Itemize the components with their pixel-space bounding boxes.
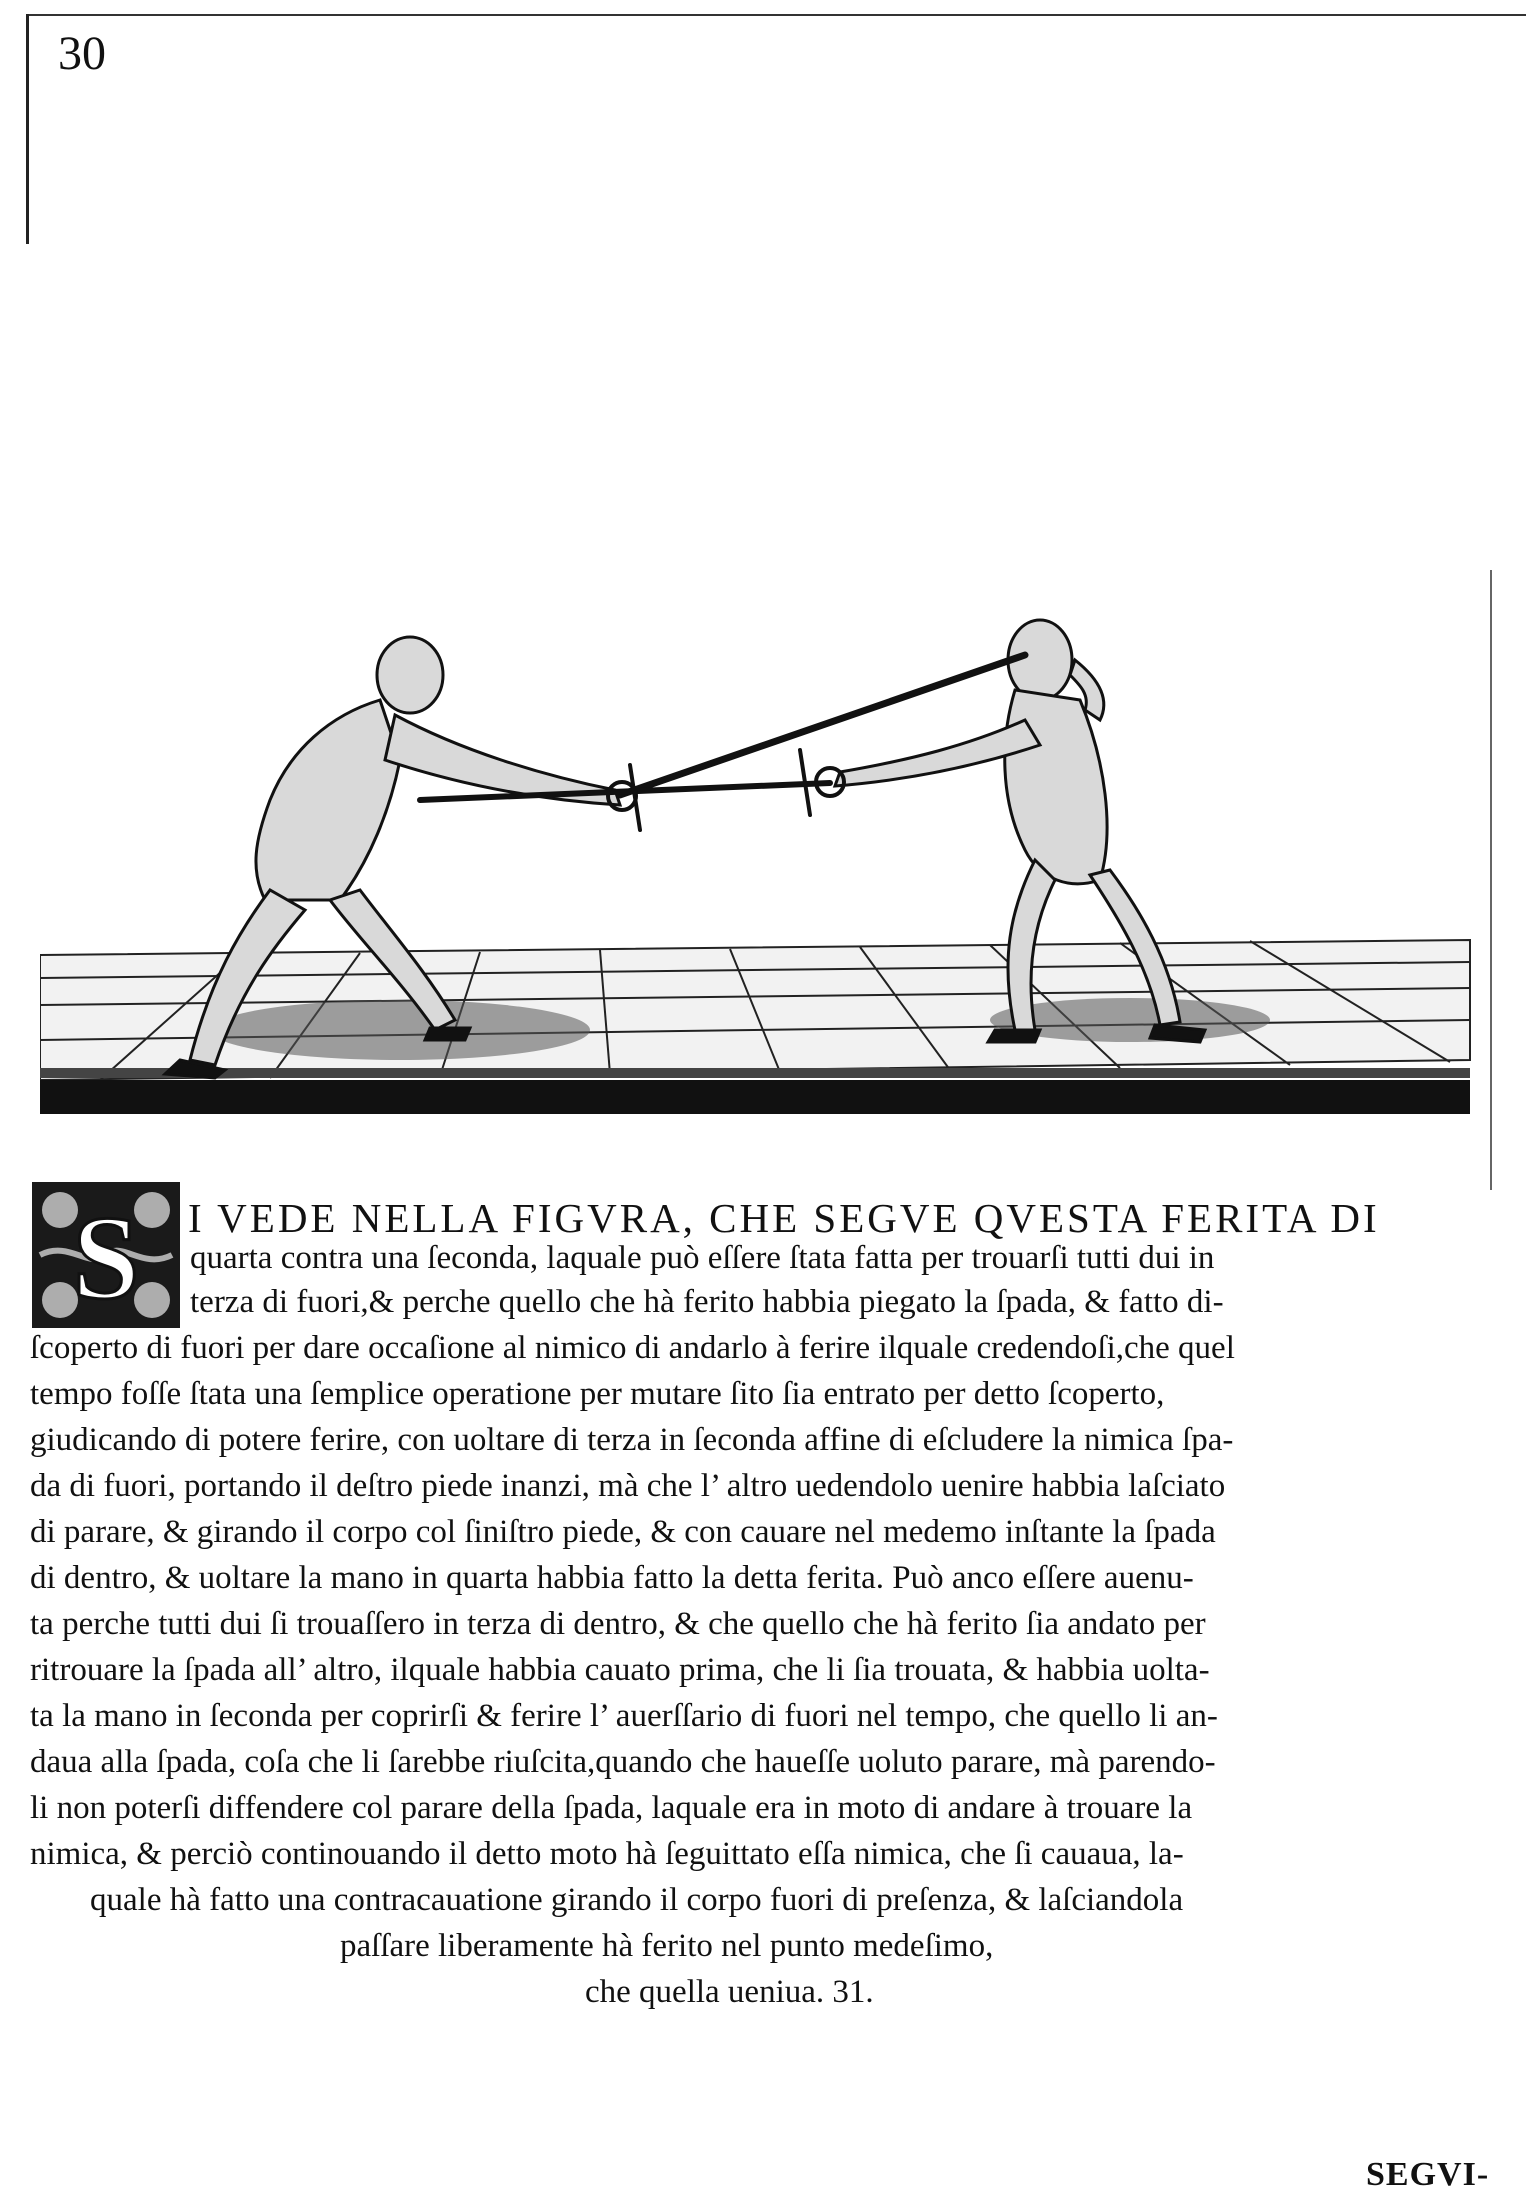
- text-line-12: daua alla ſpada, coſa che li ſarebbe riuſcita,quando che haueſſe uoluto parare, mà parendo-: [30, 1744, 1216, 1780]
- page-border-top: [26, 14, 1526, 16]
- page-border-left: [26, 14, 29, 244]
- text-line-16: paſſare liberamente hà ferito nel punto medeſimo,: [340, 1928, 994, 1964]
- text-line-10: ritrouare la ſpada all’ altro, ilquale habbia cauato prima, che li ſia trouata, & habbia uolta-: [30, 1652, 1210, 1688]
- page-number: 30: [58, 27, 106, 80]
- text-line-14: nimica, & perciò continouando il detto moto hà ſeguittato eſſa nimica, che ſi cauaua, la-: [30, 1836, 1184, 1872]
- text-line-4: tempo foſſe ſtata una ſemplice operatione per mutare ſito ſia entrato per detto ſcoperto,: [30, 1376, 1165, 1412]
- text-line-2: terza di fuori,& perche quello che hà ferito habbia piegato la ſpada, & fatto di-: [190, 1284, 1224, 1320]
- left-fencer-sword: [620, 655, 1025, 795]
- svg-text:S: S: [72, 1191, 140, 1324]
- text-line-11: ta la mano in ſeconda per coprirſi & ferire l’ auerſſario di fuori nel tempo, che quello li an-: [30, 1698, 1218, 1734]
- text-line-3: ſcoperto di fuori per dare occaſione al nimico di andarlo à ferire ilquale credendoſi,che quel: [30, 1330, 1235, 1366]
- page-border-right: [1490, 570, 1492, 1190]
- text-line-15: quale hà fatto una contracauatione girando il corpo fuori di preſenza, & laſciandola: [90, 1882, 1184, 1918]
- swords: [420, 655, 1025, 830]
- text-line-5: giudicando di potere ferire, con uoltare di terza in ſeconda affine di eſcludere la nimica ſpa-: [30, 1422, 1234, 1458]
- text-line-6: da di fuori, portando il deſtro piede inanzi, mà che l’ altro uedendolo uenire habbia laſciato: [30, 1468, 1226, 1504]
- text-line-9: ta perche tutti dui ſi trouaſſero in terza di dentro, & che quello che hà ferito ſia andato per: [30, 1606, 1206, 1642]
- text-line-8: di dentro, & uoltare la mano in quarta habbia fatto la detta ferita. Può anco eſſere auenu-: [30, 1560, 1194, 1596]
- catchword: SEGVI-: [1366, 2156, 1490, 2193]
- floor-base: [40, 1068, 1470, 1114]
- fencing-engraving-illustration: [40, 600, 1480, 1160]
- text-line-13: li non poterſi diffendere col parare della ſpada, laquale era in moto di andare à trouare la: [30, 1790, 1193, 1826]
- opening-heading-line: I VEDE NELLA FIGVRA, CHE SEGVE QVESTA FERITA DI: [188, 1195, 1380, 1241]
- text-line-7: di parare, & girando il corpo col ſiniſtro piede, & con cauare nel medemo inſtante la ſpada: [30, 1514, 1216, 1550]
- ornamental-drop-cap: [30, 1180, 182, 1330]
- text-line-17: che quella ueniua. 31.: [585, 1974, 874, 2010]
- text-line-1: quarta contra una ſeconda, laquale può eſſere ſtata fatta per trouarſi tutti dui in: [190, 1240, 1215, 1276]
